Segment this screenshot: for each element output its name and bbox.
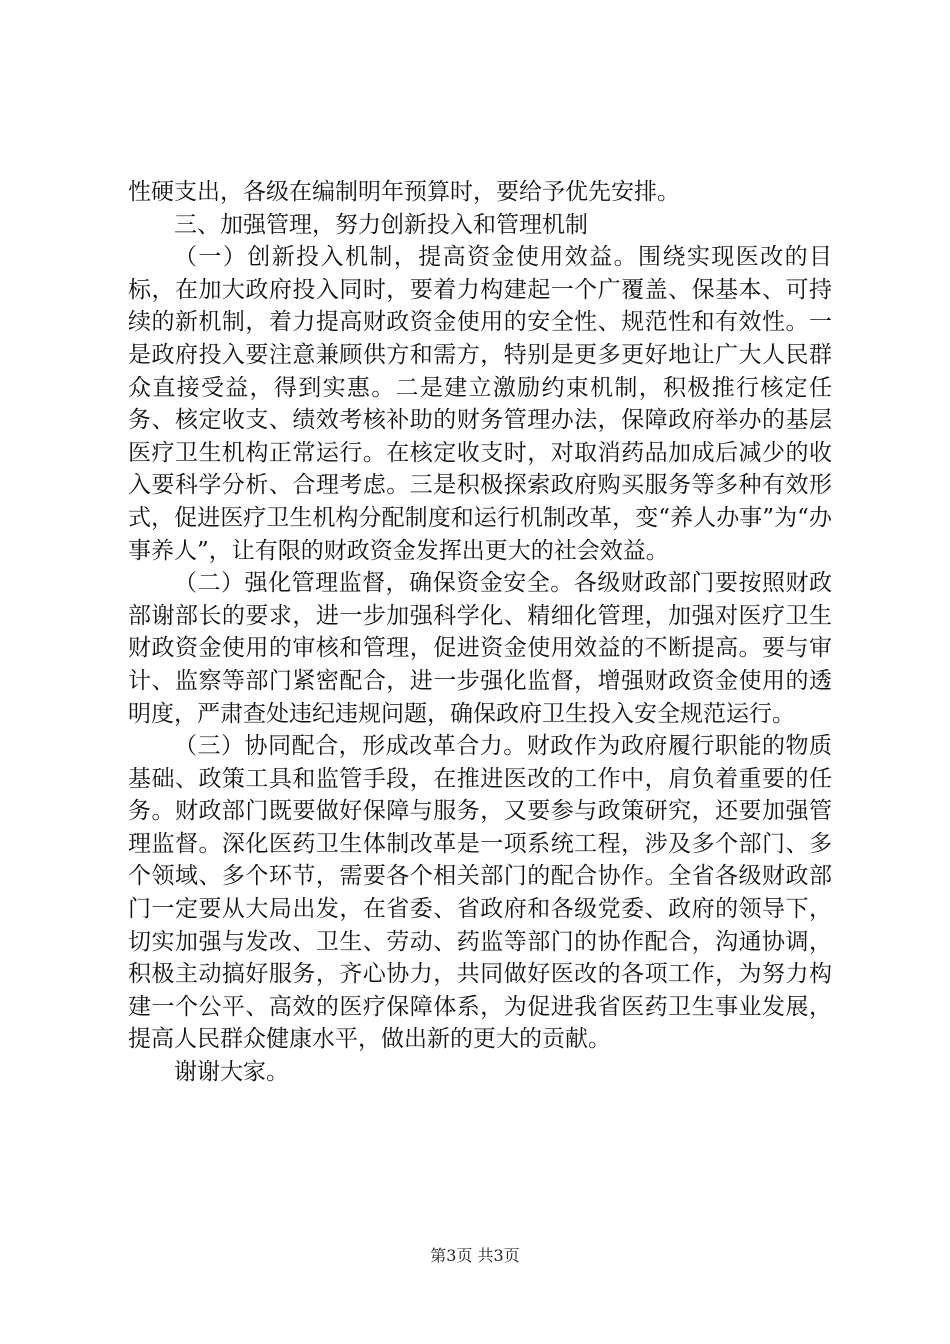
page-number-footer: 第3页 共3页 bbox=[430, 1246, 520, 1265]
paragraph-strengthen-supervision: （二）强化管理监督，确保资金安全。各级财政部门要按照财政部谢部长的要求，进一步加强科学化、精细化管理，加强对医疗卫生财政资金使用的审核和管理，促进资金使用效益的不断提高。要与审计、监察等部门紧密配合，进一步强化监督，增强财政资金使用的透明度，严肃查处违纪违规问题，确保政府卫生投入安全规范运行。 bbox=[128, 570, 832, 727]
paragraph-coordination: （三）协同配合，形成改革合力。财政作为政府履行职能的物质基础、政策工具和监管手段，在推进医改的工作中，肩负着重要的任务。财政部门既要做好保障与服务，又要参与政策研究，还要加强管理监督。深化医药卫生体制改革是一项系统工程，涉及多个部门、多个领域、多个环节，需要各个相关部门的配合协作。全省各级财政部门一定要从大局出发，在省委、省政府和各级党委、政府的领导下，切实加强与发改、卫生、劳动、药监等部门的协作配合，沟通协调，积极主动搞好服务，齐心协力，共同做好医改的各项工作，为努力构建一个公平、高效的医疗保障体系，为促进我省医药卫生事业发展，提高人民群众健康水平，做出新的更大的贡献。 bbox=[128, 733, 832, 1053]
document-body bbox=[128, 176, 832, 1089]
paragraph-closing: 谢谢大家。 bbox=[174, 1059, 289, 1086]
paragraph-continuation: 性硬支出，各级在编制明年预算时，要给予优先安排。 bbox=[128, 179, 680, 205]
paragraph-innovate-investment: （一）创新投入机制，提高资金使用效益。围绕实现医改的目标，在加大政府投入同时，要着力构建起一个广覆盖、保基本、可持续的新机制，着力提高财政资金使用的安全性、规范性和有效性。一是政府投入要注意兼顾供方和需方，特别是更多更好地让广大人民群众直接受益，得到实惠。二是建立激励约束机制，积极推行核定任务、核定收支、绩效考核补助的财务管理办法，保障政府举办的基层医疗卫生机构正常运行。在核定收支时，对取消药品加成后减少的收入要科学分析、合理考虑。三是积极探索政府购买服务等多种有效形式，促进医疗卫生机构分配制度和运行机制改革，变“养人办事”为“办事养人”，让有限的财政资金发挥出更大的社会效益。 bbox=[128, 244, 832, 564]
section-heading: 三、加强管理，努力创新投入和管理机制 bbox=[174, 211, 588, 238]
